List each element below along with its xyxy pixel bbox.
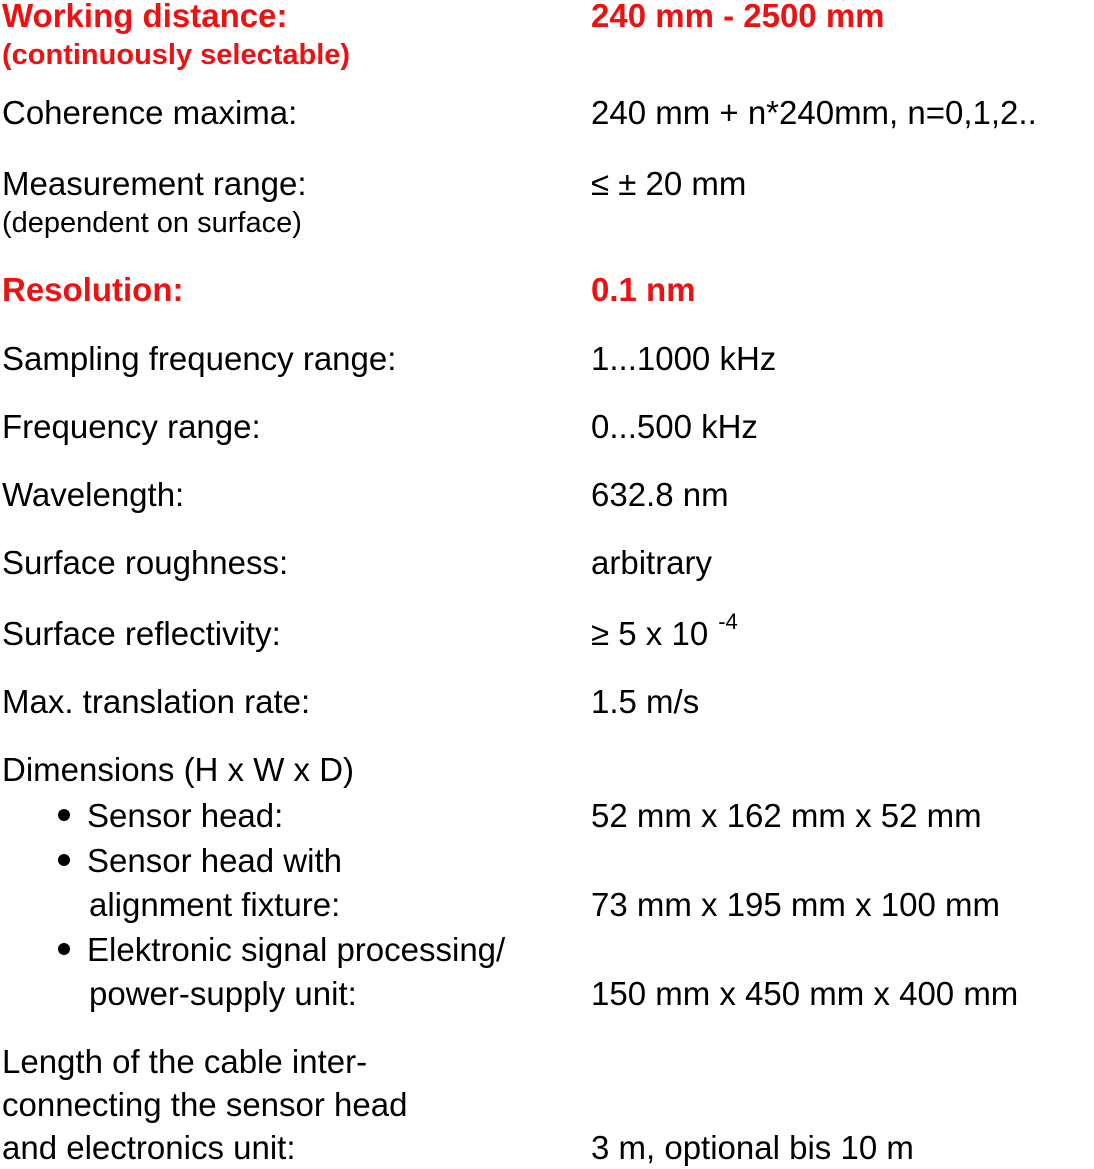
- bullet-icon: [58, 854, 70, 866]
- coherence-maxima-label: Coherence maxima:: [2, 94, 298, 131]
- dimension-item-value: 150 mm x 450 mm x 400 mm: [591, 975, 1019, 1012]
- frequency-range-label: Frequency range:: [2, 408, 261, 445]
- wavelength-value: 632.8 nm: [591, 476, 729, 513]
- cable-length-label-line-2: connecting the sensor head: [2, 1086, 408, 1123]
- resolution-label: Resolution:: [2, 271, 184, 308]
- surface-reflectivity-exponent: -4: [718, 609, 738, 634]
- list-item: [58, 931, 505, 969]
- surface-reflectivity-base: ≥ 5 x 10: [591, 615, 709, 652]
- measurement-range-label: Measurement range:: [2, 165, 307, 202]
- sampling-frequency-label: Sampling frequency range:: [2, 340, 397, 377]
- max-translation-rate-value: 1.5 m/s: [591, 683, 700, 720]
- surface-roughness-value: arbitrary: [591, 544, 713, 581]
- frequency-range-value: 0...500 kHz: [591, 408, 758, 445]
- dimensions-label: Dimensions (H x W x D): [2, 751, 355, 788]
- measurement-range-value: ≤ ± 20 mm: [591, 165, 747, 202]
- surface-reflectivity-value: [591, 609, 738, 657]
- dimension-item-label: Sensor head with: [87, 842, 342, 879]
- wavelength-label: Wavelength:: [2, 476, 185, 513]
- dimension-item-value: 52 mm x 162 mm x 52 mm: [591, 797, 982, 834]
- coherence-maxima-value: 240 mm + n*240mm, n=0,1,2..: [591, 94, 1037, 131]
- dimension-item-label-continued: alignment fixture:: [89, 886, 341, 923]
- cable-length-label-line-3: and electronics unit:: [2, 1129, 296, 1166]
- list-item: [58, 797, 283, 835]
- sampling-frequency-value: 1...1000 kHz: [591, 340, 777, 377]
- cable-length-label-line-1: Length of the cable inter-: [2, 1043, 368, 1080]
- surface-reflectivity-label: Surface reflectivity:: [2, 615, 281, 652]
- working-distance-label: Working distance:: [2, 0, 288, 34]
- dimension-item-value: 73 mm x 195 mm x 100 mm: [591, 886, 1000, 923]
- max-translation-rate-label: Max. translation rate:: [2, 683, 311, 720]
- surface-roughness-label: Surface roughness:: [2, 544, 289, 581]
- dimension-item-label: Sensor head:: [87, 797, 284, 834]
- working-distance-note: (continuously selectable): [2, 39, 351, 71]
- list-item: [58, 842, 342, 880]
- resolution-value: 0.1 nm: [591, 271, 696, 308]
- dimension-item-label-continued: power-supply unit:: [89, 975, 357, 1012]
- dimension-item-label: Elektronic signal processing/: [87, 931, 506, 968]
- bullet-icon: [58, 943, 70, 955]
- measurement-range-note: (dependent on surface): [2, 207, 302, 239]
- bullet-icon: [58, 809, 70, 821]
- working-distance-value: 240 mm - 2500 mm: [591, 0, 885, 34]
- cable-length-value: 3 m, optional bis 10 m: [591, 1129, 914, 1166]
